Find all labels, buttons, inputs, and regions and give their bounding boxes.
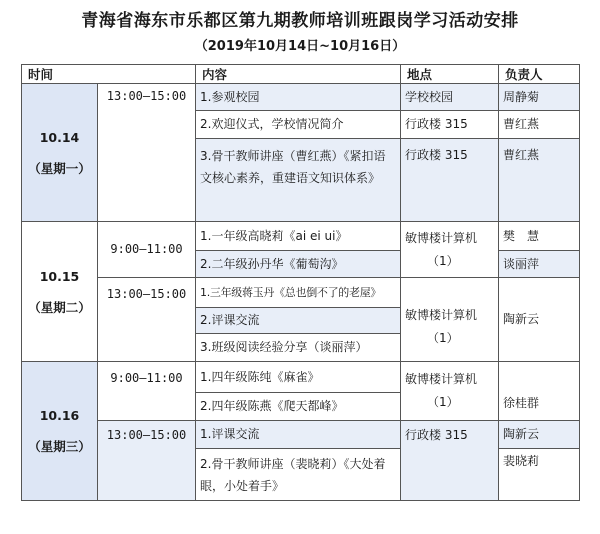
schedule-table <box>21 64 580 501</box>
place-line: （1） <box>427 330 459 345</box>
content-cell: 2.欢迎仪式，学校情况简介 <box>196 111 401 139</box>
place-line: （1） <box>427 253 459 268</box>
place-cell: 行政楼 315 <box>401 421 499 501</box>
content-cell: 2.四年级陈燕《爬天都峰》 <box>196 393 401 421</box>
table-row <box>22 421 580 449</box>
content-cell: 1.评课交流 <box>196 421 401 449</box>
date-cell-day3 <box>22 362 98 501</box>
content-cell: 3.班级阅读经验分享（谈丽萍） <box>196 334 401 362</box>
place-line: 敏博楼计算机 <box>405 307 478 322</box>
date-cell-day1 <box>22 84 98 222</box>
header-person: 负责人 <box>499 65 580 84</box>
time-cell: 13:00—15:00 <box>98 278 196 362</box>
date-label: 10.14 <box>39 129 80 145</box>
table-row <box>22 222 580 251</box>
table-header-row <box>22 65 580 84</box>
time-cell: 9:00—11:00 <box>98 362 196 421</box>
weekday-label: （星期一） <box>28 160 91 176</box>
table-row <box>22 84 580 111</box>
person-cell: 陶新云 <box>499 421 580 449</box>
table-row <box>22 278 580 308</box>
table-row <box>22 362 580 393</box>
place-cell: 学校校园 <box>401 84 499 111</box>
place-line: 敏博楼计算机 <box>405 230 478 245</box>
content-cell: 2.评课交流 <box>196 308 401 334</box>
header-place: 地点 <box>401 65 499 84</box>
content-cell: 3.骨干教师讲座（曹红燕）《紧扣语文核心素养，重建语文知识体系》 <box>196 139 401 222</box>
content-cell: 1.四年级陈纯《麻雀》 <box>196 362 401 393</box>
person-cell: 徐桂群 <box>499 362 580 421</box>
place-line: （1） <box>427 395 459 409</box>
place-cell <box>401 362 499 421</box>
date-cell-day2 <box>22 222 98 362</box>
person-cell: 谈丽萍 <box>499 251 580 278</box>
person-cell: 樊 慧 <box>499 222 580 251</box>
place-cell <box>401 222 499 278</box>
content-cell: 2.骨干教师讲座（裴晓莉）《大处着眼，小处着手》 <box>196 449 401 501</box>
time-cell: 13:00—15:00 <box>98 421 196 501</box>
date-label: 10.15 <box>39 268 80 284</box>
weekday-label: （星期二） <box>28 299 91 315</box>
content-cell: 1.一年级高晓莉《ai ei ui》 <box>196 222 401 251</box>
place-line: 敏博楼计算机 <box>405 372 478 386</box>
content-cell: 1.参观校园 <box>196 84 401 111</box>
header-content: 内容 <box>196 65 401 84</box>
person-cell: 曹红燕 <box>499 139 580 222</box>
content-cell: 2.二年级孙丹华《葡萄沟》 <box>196 251 401 278</box>
person-cell: 周静菊 <box>499 84 580 111</box>
person-cell: 曹红燕 <box>499 111 580 139</box>
time-cell: 13:00—15:00 <box>98 84 196 222</box>
place-cell: 行政楼 315 <box>401 111 499 139</box>
content-cell: 1.三年级蒋玉丹《总也倒不了的老屋》 <box>196 278 401 308</box>
place-cell: 行政楼 315 <box>401 139 499 222</box>
time-cell: 9:00—11:00 <box>98 222 196 278</box>
person-cell: 陶新云 <box>499 278 580 362</box>
header-time: 时间 <box>22 65 196 84</box>
date-label: 10.16 <box>39 408 80 423</box>
document-subtitle: （2019年10月14日~10月16日） <box>194 39 406 54</box>
place-cell <box>401 278 499 362</box>
document-title: 青海省海东市乐都区第九期教师培训班跟岗学习活动安排 <box>81 11 519 31</box>
person-cell: 裴晓莉 <box>499 449 580 501</box>
weekday-label: （星期三） <box>28 439 91 454</box>
